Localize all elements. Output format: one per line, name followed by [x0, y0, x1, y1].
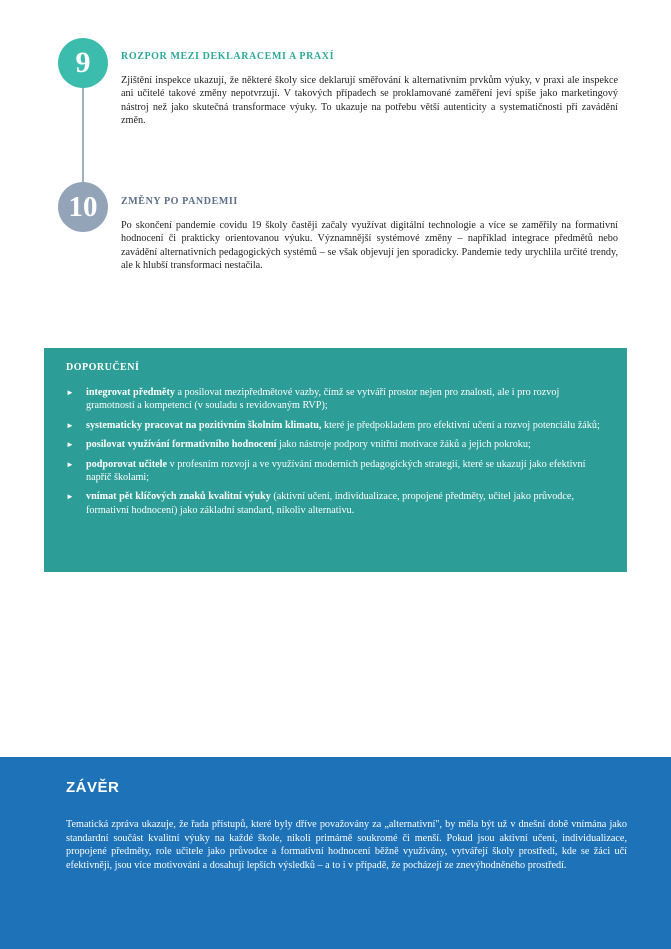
section-10-title: ZMĚNY PO PANDEMII — [121, 196, 238, 207]
recommendation-bold: systematicky pracovat na pozitivním školním klimatu, — [86, 419, 322, 431]
triangle-bullet-icon: ► — [66, 492, 74, 502]
recommendation-item — [66, 490, 607, 517]
recommendation-bold: integrovat předměty — [86, 387, 175, 398]
recommendation-item — [66, 386, 607, 413]
recommendations-title: DOPORUČENÍ — [66, 362, 140, 373]
recommendation-text: a posilovat mezipředmětové vazby, čímž se vytváří prostor nejen pro znalosti, ale i pro rozvoj gramotností a kompetencí (v souladu s revidovaným RVP); — [86, 387, 560, 412]
recommendation-item — [66, 419, 607, 432]
triangle-bullet-icon: ► — [66, 440, 74, 450]
section-10 — [121, 196, 618, 273]
recommendation-bold: posilovat využívání formativního hodnocení — [86, 439, 277, 451]
section-10-text: Po skončení pandemie covidu 19 školy častěji začaly využívat digitální technologie a více se zaměřily na formativní hodnocení či prakticky orientovanou výuku. Významnější systémové změny – například integrace předmětů nebo zavádění alternativních pedagogických systémů – se však objevují jen sporadicky. Pandemie tedy urychlila určité trendy, ale k hlubší transformaci nestačila. — [121, 220, 618, 272]
section-9-text: Zjištění inspekce ukazují, že některé školy sice deklarují směřování k alternativním prvkům výuky, v praxi ale inspekce ani učitelé takové změny nepotvrzují. V takových případech se proklamované zaměření jeví spíše jako marketingový nástroj než jako skutečná transformace výuky. To ukazuje na potřebu větší autenticity a systematičnosti při zavádění změn. — [121, 75, 618, 127]
recommendation-item — [66, 458, 607, 485]
triangle-bullet-icon: ► — [66, 459, 74, 469]
recommendations-list — [66, 386, 607, 517]
recommendation-bold: podporovat učitele — [86, 458, 168, 470]
recommendation-text: v profesním rozvoji a ve využívání moderních pedagogických strategií, které se ukazují jako efektivní napříč školami; — [86, 458, 586, 484]
triangle-bullet-icon: ► — [66, 388, 74, 397]
recommendations-box — [44, 348, 627, 572]
recommendation-bold: vnímat pět klíčových znaků kvalitní výuky — [86, 491, 271, 503]
section-9 — [121, 51, 618, 128]
recommendation-item — [66, 438, 607, 451]
section-number-badge-9: 9 — [58, 38, 108, 88]
recommendation-text: jako nástroje podpory vnitřní motivace žáků a jejich pokroku; — [276, 439, 531, 451]
triangle-bullet-icon: ► — [66, 420, 74, 430]
section-9-title: ROZPOR MEZI DEKLARACEMI A PRAXÍ — [121, 51, 335, 62]
conclusion-box — [0, 757, 671, 949]
recommendation-text: které je předpokladem pro efektivní učení a rozvoj potenciálu žáků; — [321, 419, 600, 431]
timeline-connector — [82, 84, 84, 184]
section-number-badge-10: 10 — [58, 182, 108, 232]
recommendation-text: (aktivní učení, individualizace, propojené předměty, učitel jako průvodce, formativní hodnocení) jako základní standard, nikoliv alternativu. — [86, 491, 574, 516]
conclusion-text: Tematická zpráva ukazuje, že řada přístupů, které byly dříve považovány za „alternativní", by měla být už v dnešní době vnímána jako standardní součást kvalitní výuky na každé škole, nikoli primárně soukromé či menší. Pokud jsou aktivní učení, individualizace, propojené předměty, role učitele jako průvodce a formativní hodnocení běžně využívány, vytvářejí školy prostředí, kde se žáci učí efektivněji, jsou více motivováni a dosahují lepších výsledků – a to i v případě, že pocházejí ze znevýhodněného prostředí. — [66, 819, 627, 871]
conclusion-title: ZÁVĚR — [66, 779, 120, 796]
